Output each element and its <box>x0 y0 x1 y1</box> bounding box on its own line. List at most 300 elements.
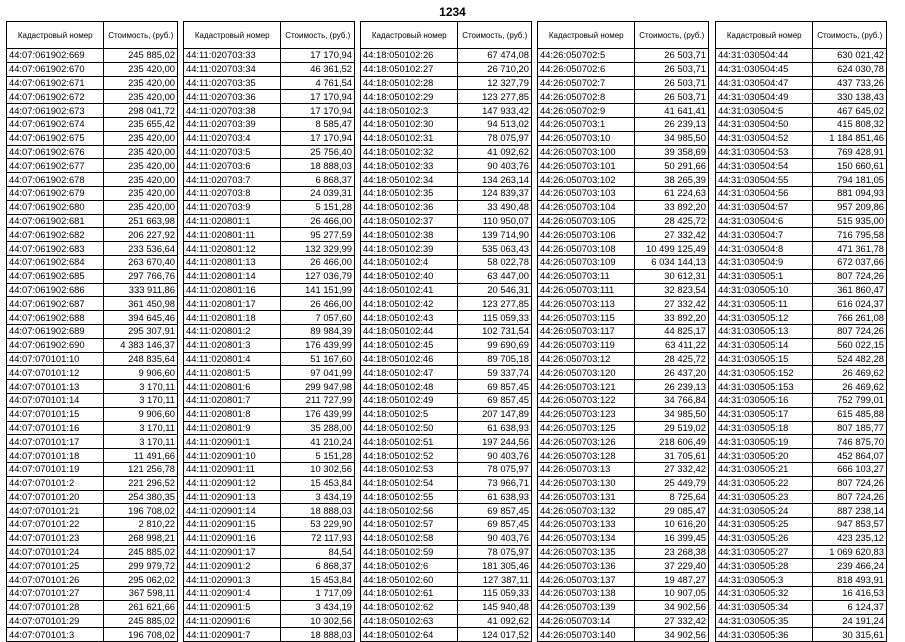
cadastral-number-cell: 44:31:030505:36 <box>716 628 813 642</box>
cost-cell: 26 503,71 <box>635 49 709 63</box>
cost-cell: 63 411,22 <box>635 338 709 352</box>
cadastral-number-cell: 44:31:030505:152 <box>716 366 813 380</box>
cost-cell: 3 170,11 <box>104 421 178 435</box>
cadastral-number-cell: 44:07:070101:19 <box>7 462 104 476</box>
cadastral-number-cell: 44:31:030505:12 <box>716 311 813 325</box>
cadastral-number-cell: 44:18:050102:44 <box>361 324 458 338</box>
cost-cell: 26 503,71 <box>635 76 709 90</box>
cadastral-number-cell: 44:18:050102:26 <box>361 49 458 63</box>
cost-cell: 30 612,31 <box>635 269 709 283</box>
cadastral-table <box>360 21 532 642</box>
table-row <box>184 283 355 297</box>
cadastral-number-cell: 44:11:020703:38 <box>184 104 281 118</box>
table-row <box>184 159 355 173</box>
cost-cell: 27 332,42 <box>635 614 709 628</box>
cadastral-number-cell: 44:31:030504:5 <box>716 104 813 118</box>
cadastral-number-cell: 44:31:030504:9 <box>716 255 813 269</box>
table-row <box>716 283 887 297</box>
table-row <box>184 559 355 573</box>
cadastral-number-cell: 44:07:061902:689 <box>7 324 104 338</box>
cadastral-number-cell: 44:11:020703:35 <box>184 76 281 90</box>
cost-cell: 10 907,05 <box>635 587 709 601</box>
table-row <box>716 255 887 269</box>
cadastral-number-cell: 44:31:030505:20 <box>716 449 813 463</box>
cadastral-number-cell: 44:11:020801:16 <box>184 283 281 297</box>
cost-cell: 769 428,91 <box>813 145 887 159</box>
cadastral-number-cell: 44:26:050703:135 <box>538 545 635 559</box>
cadastral-number-cell: 44:18:050102:51 <box>361 435 458 449</box>
table-row <box>7 117 178 131</box>
cost-cell: 361 860,47 <box>813 283 887 297</box>
cadastral-number-cell: 44:07:070101:25 <box>7 559 104 573</box>
cadastral-number-cell: 44:07:061902:683 <box>7 242 104 256</box>
cadastral-number-cell: 44:18:050102:41 <box>361 283 458 297</box>
cadastral-number-cell: 44:07:070101:27 <box>7 587 104 601</box>
cost-cell: 807 724,26 <box>813 476 887 490</box>
table-header-row <box>716 22 887 49</box>
cadastral-number-cell: 44:11:020901:11 <box>184 462 281 476</box>
table-row <box>7 476 178 490</box>
cadastral-number-cell: 44:31:030505:26 <box>716 531 813 545</box>
table-row <box>538 76 709 90</box>
table-row <box>538 62 709 76</box>
cost-cell: 33 892,20 <box>635 311 709 325</box>
cost-cell: 69 857,45 <box>458 393 532 407</box>
cadastral-number-cell: 44:07:070101:23 <box>7 531 104 545</box>
table-row <box>716 476 887 490</box>
cadastral-number-cell: 44:26:050703:104 <box>538 200 635 214</box>
table-row <box>361 380 532 394</box>
table-row <box>7 131 178 145</box>
cadastral-number-cell: 44:11:020801:17 <box>184 297 281 311</box>
cadastral-number-cell: 44:07:061902:687 <box>7 297 104 311</box>
table-row <box>7 435 178 449</box>
table-row <box>716 90 887 104</box>
cost-cell: 881 094,93 <box>813 186 887 200</box>
cadastral-number-cell: 44:07:070101:28 <box>7 600 104 614</box>
table-row <box>361 573 532 587</box>
cost-cell: 515 935,00 <box>813 214 887 228</box>
cost-cell: 295 307,91 <box>104 324 178 338</box>
cadastral-number-cell: 44:18:050102:55 <box>361 490 458 504</box>
cadastral-number-cell: 44:07:070101:16 <box>7 421 104 435</box>
cost-cell: 235 420,00 <box>104 200 178 214</box>
table-row <box>184 476 355 490</box>
cadastral-number-cell: 44:11:020901:6 <box>184 614 281 628</box>
table-row <box>7 545 178 559</box>
table-row <box>184 200 355 214</box>
table-row <box>538 117 709 131</box>
table-row <box>716 407 887 421</box>
cost-cell: 18 888,03 <box>281 628 355 642</box>
table-row <box>184 462 355 476</box>
cadastral-number-cell: 44:07:070101:21 <box>7 504 104 518</box>
cost-cell: 672 037,66 <box>813 255 887 269</box>
table-row <box>361 283 532 297</box>
table-row <box>716 104 887 118</box>
table-row <box>716 545 887 559</box>
cost-cell: 248 835,64 <box>104 352 178 366</box>
cadastral-number-cell: 44:07:061902:680 <box>7 200 104 214</box>
table-row <box>538 324 709 338</box>
cost-cell: 423 235,12 <box>813 531 887 545</box>
cadastral-number-cell: 44:31:030504:55 <box>716 173 813 187</box>
table-row <box>184 62 355 76</box>
cost-cell: 41 092,62 <box>458 614 532 628</box>
cadastral-number-cell: 44:31:030504:45 <box>716 62 813 76</box>
cadastral-number-cell: 44:26:050703:12 <box>538 352 635 366</box>
cost-cell: 616 024,37 <box>813 297 887 311</box>
cadastral-number-cell: 44:26:050703:115 <box>538 311 635 325</box>
cadastral-number-cell: 44:31:030504:6 <box>716 214 813 228</box>
cadastral-number-cell: 44:26:050703:102 <box>538 173 635 187</box>
table-row <box>184 104 355 118</box>
table-row <box>538 242 709 256</box>
cost-cell: 947 853,57 <box>813 518 887 532</box>
table-row <box>7 421 178 435</box>
cost-cell: 147 933,42 <box>458 104 532 118</box>
cost-cell: 299 979,72 <box>104 559 178 573</box>
cost-cell: 139 714,90 <box>458 228 532 242</box>
cadastral-number-cell: 44:07:070101:22 <box>7 518 104 532</box>
cadastral-number-cell: 44:07:061902:669 <box>7 49 104 63</box>
cost-cell: 3 434,19 <box>281 600 355 614</box>
table-row <box>361 366 532 380</box>
cadastral-number-cell: 44:07:061902:675 <box>7 131 104 145</box>
cost-cell: 630 021,42 <box>813 49 887 63</box>
table-row <box>361 393 532 407</box>
cadastral-number-cell: 44:18:050102:47 <box>361 366 458 380</box>
table-row <box>7 407 178 421</box>
table-row <box>7 297 178 311</box>
table-row <box>716 462 887 476</box>
cost-cell: 127 387,11 <box>458 573 532 587</box>
table-row <box>184 380 355 394</box>
cadastral-number-cell: 44:31:030504:57 <box>716 200 813 214</box>
cadastral-number-cell: 44:18:050102:57 <box>361 518 458 532</box>
cost-cell: 33 490,48 <box>458 200 532 214</box>
table-row <box>7 352 178 366</box>
cadastral-number-cell: 44:07:070101:10 <box>7 352 104 366</box>
cost-cell: 1 717,09 <box>281 587 355 601</box>
cost-cell: 38 265,39 <box>635 173 709 187</box>
table-row <box>184 117 355 131</box>
cadastral-number-cell: 44:18:050102:62 <box>361 600 458 614</box>
table-row <box>7 76 178 90</box>
header-cost: Стоимость, (руб.) <box>104 22 178 49</box>
cost-cell: 218 606,49 <box>635 435 709 449</box>
cadastral-number-cell: 44:31:030505:24 <box>716 504 813 518</box>
table-row <box>716 600 887 614</box>
cost-cell: 297 766,76 <box>104 269 178 283</box>
table-row <box>184 531 355 545</box>
table-row <box>7 159 178 173</box>
cost-cell: 1 069 620,83 <box>813 545 887 559</box>
cadastral-number-cell: 44:31:030505:15 <box>716 352 813 366</box>
cadastral-number-cell: 44:18:050102:54 <box>361 476 458 490</box>
table-row <box>7 490 178 504</box>
cadastral-number-cell: 44:11:020801:13 <box>184 255 281 269</box>
cost-cell: 29 085,47 <box>635 504 709 518</box>
cadastral-number-cell: 44:26:050703:138 <box>538 587 635 601</box>
cadastral-number-cell: 44:11:020801:3 <box>184 338 281 352</box>
table-row <box>538 104 709 118</box>
cost-cell: 26 503,71 <box>635 62 709 76</box>
table-row <box>716 338 887 352</box>
cost-cell: 361 450,98 <box>104 297 178 311</box>
cadastral-number-cell: 44:11:020801:4 <box>184 352 281 366</box>
cost-cell: 235 420,00 <box>104 62 178 76</box>
table-row <box>184 173 355 187</box>
table-row <box>361 352 532 366</box>
cost-cell: 90 403,76 <box>458 159 532 173</box>
cadastral-number-cell: 44:11:020901:5 <box>184 600 281 614</box>
table-row <box>716 173 887 187</box>
cost-cell: 299 947,98 <box>281 380 355 394</box>
cadastral-number-cell: 44:11:020901:14 <box>184 504 281 518</box>
cost-cell: 99 690,69 <box>458 338 532 352</box>
cost-cell: 26 466,00 <box>281 255 355 269</box>
cost-cell: 263 670,40 <box>104 255 178 269</box>
table-row <box>361 421 532 435</box>
cost-cell: 25 756,40 <box>281 145 355 159</box>
cadastral-number-cell: 44:11:020801:9 <box>184 421 281 435</box>
table-row <box>7 587 178 601</box>
cadastral-number-cell: 44:31:030504:8 <box>716 242 813 256</box>
cadastral-number-cell: 44:26:050703:120 <box>538 366 635 380</box>
cost-cell: 8 585,47 <box>281 117 355 131</box>
cost-cell: 24 191,24 <box>813 614 887 628</box>
cadastral-number-cell: 44:11:020703:4 <box>184 131 281 145</box>
cost-cell: 61 224,63 <box>635 186 709 200</box>
cost-cell: 6 034 144,13 <box>635 255 709 269</box>
cadastral-number-cell: 44:07:061902:688 <box>7 311 104 325</box>
header-cadastral-number: Кадастровый номер <box>184 22 281 49</box>
table-row <box>716 490 887 504</box>
cadastral-number-cell: 44:18:050102:30 <box>361 117 458 131</box>
cadastral-number-cell: 44:31:030505:13 <box>716 324 813 338</box>
table-row <box>184 228 355 242</box>
cadastral-number-cell: 44:18:050102:38 <box>361 228 458 242</box>
cadastral-number-cell: 44:31:030505:23 <box>716 490 813 504</box>
table-row <box>538 573 709 587</box>
cadastral-number-cell: 44:31:030505:19 <box>716 435 813 449</box>
cadastral-number-cell: 44:18:050102:4 <box>361 255 458 269</box>
cost-cell: 50 291,66 <box>635 159 709 173</box>
cadastral-number-cell: 44:18:050102:34 <box>361 173 458 187</box>
table-row <box>184 311 355 325</box>
cost-cell: 17 170,94 <box>281 90 355 104</box>
cost-cell: 34 766,84 <box>635 393 709 407</box>
cost-cell: 415 808,32 <box>813 117 887 131</box>
cadastral-number-cell: 44:26:050703:101 <box>538 159 635 173</box>
header-cost: Стоимость, (руб.) <box>813 22 887 49</box>
cost-cell: 58 022,78 <box>458 255 532 269</box>
cost-cell: 251 663,98 <box>104 214 178 228</box>
table-row <box>7 255 178 269</box>
cadastral-number-cell: 44:07:061902:672 <box>7 90 104 104</box>
table-row <box>716 587 887 601</box>
cost-cell: 235 420,00 <box>104 76 178 90</box>
cadastral-number-cell: 44:11:020801:12 <box>184 242 281 256</box>
cost-cell: 18 888,03 <box>281 504 355 518</box>
cadastral-number-cell: 44:18:050102:50 <box>361 421 458 435</box>
cost-cell: 746 875,70 <box>813 435 887 449</box>
cost-cell: 452 864,07 <box>813 449 887 463</box>
cost-cell: 25 449,79 <box>635 476 709 490</box>
table-header-row <box>361 22 532 49</box>
cost-cell: 72 117,93 <box>281 531 355 545</box>
cost-cell: 818 493,91 <box>813 573 887 587</box>
cost-cell: 9 906,60 <box>104 366 178 380</box>
table-row <box>538 90 709 104</box>
cadastral-number-cell: 44:18:050102:63 <box>361 614 458 628</box>
table-row <box>7 173 178 187</box>
cost-cell: 3 434,19 <box>281 490 355 504</box>
table-row <box>184 214 355 228</box>
table-row <box>7 573 178 587</box>
table-row <box>716 504 887 518</box>
cost-cell: 16 399,45 <box>635 531 709 545</box>
cadastral-number-cell: 44:07:061902:677 <box>7 159 104 173</box>
cadastral-number-cell: 44:07:061902:685 <box>7 269 104 283</box>
cost-cell: 145 940,48 <box>458 600 532 614</box>
table-row <box>538 421 709 435</box>
cost-cell: 235 420,00 <box>104 159 178 173</box>
cadastral-number-cell: 44:07:061902:690 <box>7 338 104 352</box>
cost-cell: 24 039,31 <box>281 186 355 200</box>
cadastral-number-cell: 44:26:050703:109 <box>538 255 635 269</box>
table-row <box>184 352 355 366</box>
cadastral-number-cell: 44:26:050703:136 <box>538 559 635 573</box>
cadastral-number-cell: 44:18:050102:29 <box>361 90 458 104</box>
table-row <box>538 407 709 421</box>
table-row <box>361 242 532 256</box>
cost-cell: 9 906,60 <box>104 407 178 421</box>
cadastral-number-cell: 44:26:050703:132 <box>538 504 635 518</box>
table-row <box>716 186 887 200</box>
cadastral-number-cell: 44:26:050702:7 <box>538 76 635 90</box>
cost-cell: 794 181,05 <box>813 173 887 187</box>
table-row <box>538 587 709 601</box>
table-row <box>538 269 709 283</box>
cost-cell: 624 030,78 <box>813 62 887 76</box>
table-row <box>538 173 709 187</box>
cost-cell: 26 239,13 <box>635 117 709 131</box>
cadastral-number-cell: 44:11:020703:9 <box>184 200 281 214</box>
table-row <box>361 186 532 200</box>
cost-cell: 34 985,50 <box>635 407 709 421</box>
cadastral-number-cell: 44:18:050102:46 <box>361 352 458 366</box>
table-row <box>538 600 709 614</box>
cost-cell: 5 151,28 <box>281 449 355 463</box>
cost-cell: 17 170,94 <box>281 131 355 145</box>
cost-cell: 245 885,02 <box>104 49 178 63</box>
cost-cell: 18 888,03 <box>281 159 355 173</box>
cadastral-number-cell: 44:07:070101:12 <box>7 366 104 380</box>
table-row <box>538 393 709 407</box>
cadastral-number-cell: 44:11:020703:39 <box>184 117 281 131</box>
cadastral-number-cell: 44:31:030504:47 <box>716 76 813 90</box>
table-row <box>7 242 178 256</box>
cost-cell: 471 361,78 <box>813 242 887 256</box>
table-row <box>538 49 709 63</box>
table-row <box>7 269 178 283</box>
cost-cell: 41 210,24 <box>281 435 355 449</box>
table-row <box>361 173 532 187</box>
cadastral-number-cell: 44:31:030504:7 <box>716 228 813 242</box>
cadastral-number-cell: 44:31:030504:56 <box>716 186 813 200</box>
cost-cell: 78 075,97 <box>458 462 532 476</box>
table-row <box>361 200 532 214</box>
cadastral-number-cell: 44:11:020801:11 <box>184 228 281 242</box>
cost-cell: 10 499 125,49 <box>635 242 709 256</box>
table-row <box>716 380 887 394</box>
cost-cell: 124 839,37 <box>458 186 532 200</box>
table-row <box>7 449 178 463</box>
table-row <box>716 269 887 283</box>
table-row <box>538 559 709 573</box>
cadastral-number-cell: 44:26:050703:128 <box>538 449 635 463</box>
cost-cell: 17 170,94 <box>281 104 355 118</box>
cadastral-number-cell: 44:18:050102:40 <box>361 269 458 283</box>
cadastral-number-cell: 44:26:050703:131 <box>538 490 635 504</box>
cost-cell: 8 725,64 <box>635 490 709 504</box>
cost-cell: 2 810,22 <box>104 518 178 532</box>
table-row <box>716 366 887 380</box>
cadastral-number-cell: 44:26:050703:106 <box>538 228 635 242</box>
cadastral-number-cell: 44:18:050102:42 <box>361 297 458 311</box>
table-row <box>7 380 178 394</box>
table-row <box>184 504 355 518</box>
cost-cell: 7 057,60 <box>281 311 355 325</box>
cadastral-number-cell: 44:11:020703:5 <box>184 145 281 159</box>
cadastral-number-cell: 44:26:050703:130 <box>538 476 635 490</box>
cost-cell: 211 727,99 <box>281 393 355 407</box>
table-row <box>361 255 532 269</box>
table-row <box>716 324 887 338</box>
table-row <box>716 214 887 228</box>
table-row <box>184 393 355 407</box>
cadastral-number-cell: 44:11:020703:36 <box>184 90 281 104</box>
table-row <box>184 545 355 559</box>
cost-cell: 207 147,89 <box>458 407 532 421</box>
table-row <box>538 131 709 145</box>
table-row <box>184 518 355 532</box>
cost-cell: 206 227,92 <box>104 228 178 242</box>
cost-cell: 10 302,56 <box>281 614 355 628</box>
cost-cell: 26 469,62 <box>813 380 887 394</box>
table-row <box>538 338 709 352</box>
cadastral-number-cell: 44:31:030505:17 <box>716 407 813 421</box>
cost-cell: 26 466,00 <box>281 214 355 228</box>
cost-cell: 28 425,72 <box>635 214 709 228</box>
table-row <box>361 117 532 131</box>
table-row <box>184 324 355 338</box>
cadastral-number-cell: 44:18:050102:59 <box>361 545 458 559</box>
cost-cell: 30 315,61 <box>813 628 887 642</box>
table-row <box>361 504 532 518</box>
cost-cell: 235 420,00 <box>104 186 178 200</box>
cost-cell: 34 985,50 <box>635 131 709 145</box>
table-row <box>361 531 532 545</box>
table-row <box>716 117 887 131</box>
cost-cell: 5 151,28 <box>281 200 355 214</box>
cost-cell: 298 041,72 <box>104 104 178 118</box>
table-row <box>538 614 709 628</box>
cadastral-number-cell: 44:18:050102:39 <box>361 242 458 256</box>
cost-cell: 295 062,02 <box>104 573 178 587</box>
